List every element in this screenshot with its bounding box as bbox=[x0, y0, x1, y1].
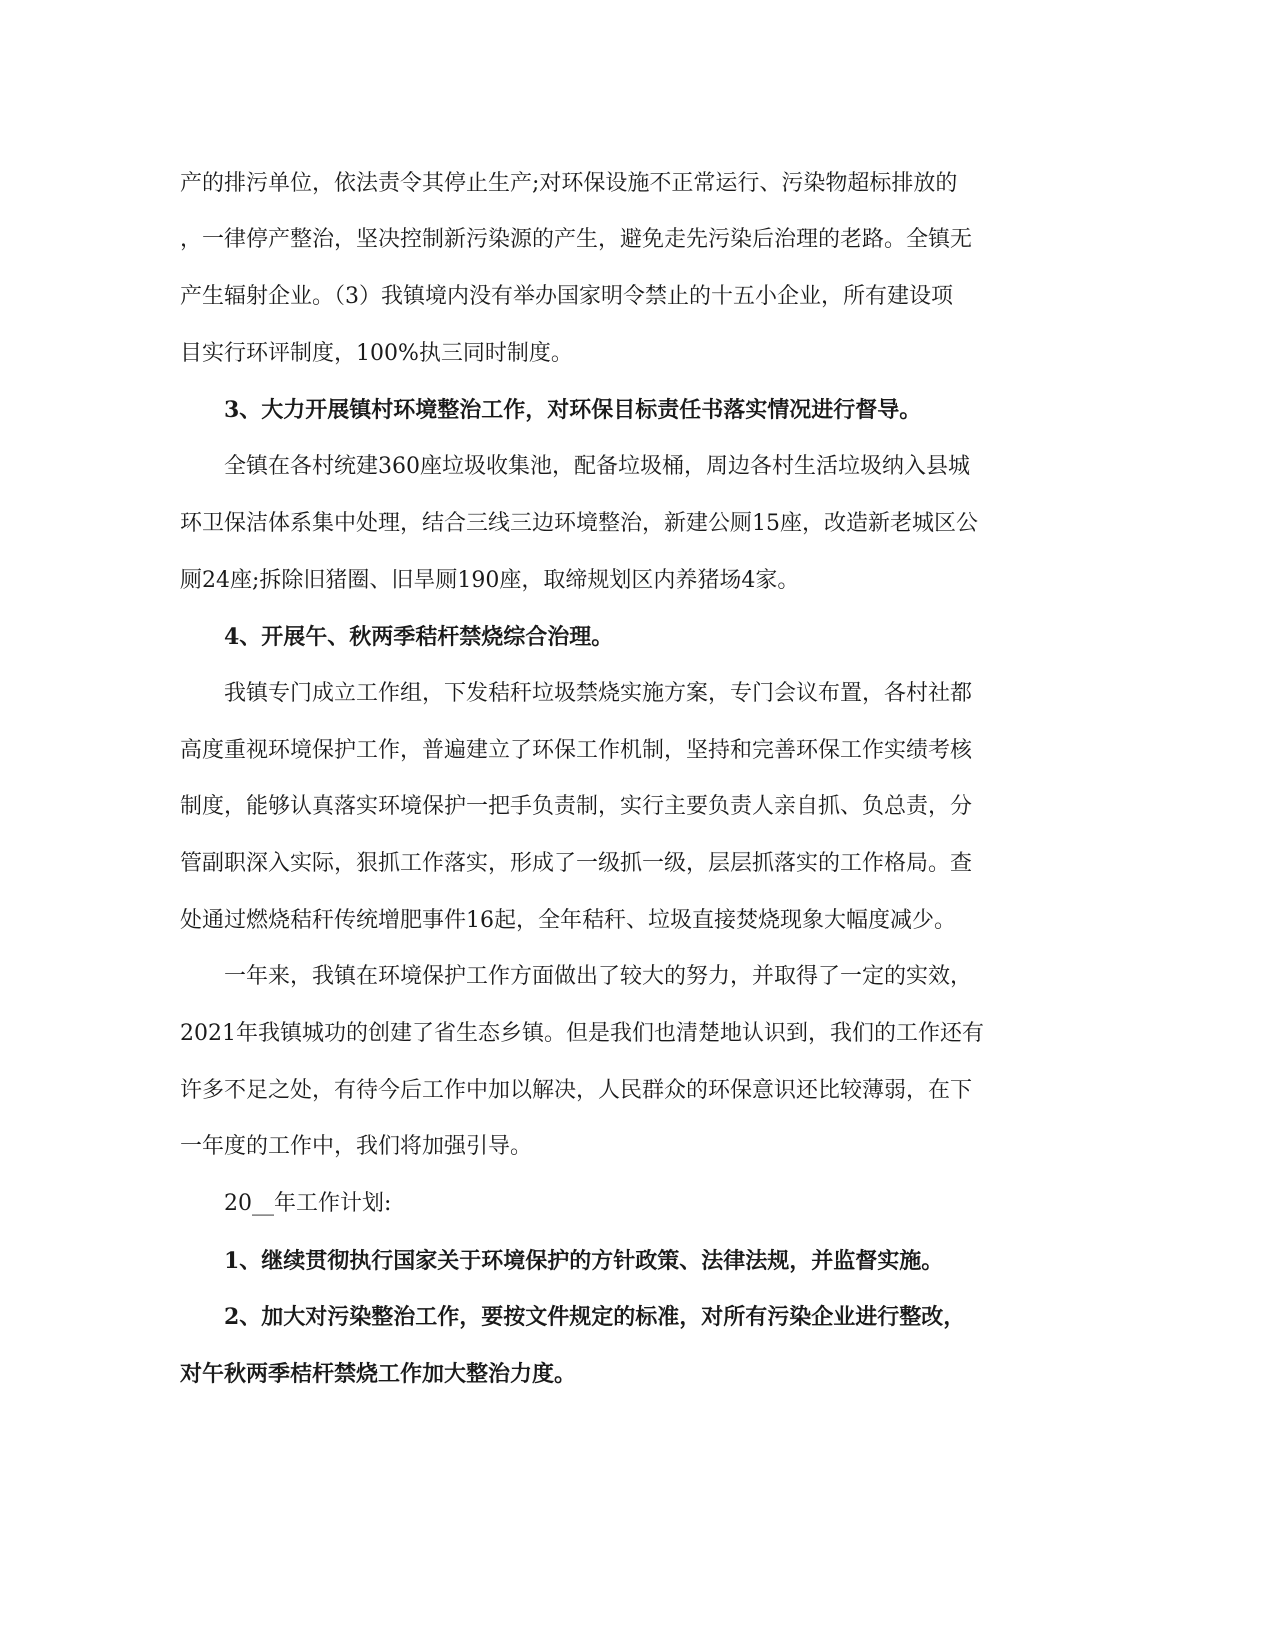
text-line: 高度重视环境保护工作，普遍建立了环保工作机制，坚持和完善环保工作实绩考核 bbox=[180, 738, 973, 763]
plan-item: 1、继续贯彻执行国家关于环境保护的方针政策、法律法规，并监督实施。 bbox=[180, 1248, 944, 1274]
text-line: 2021年我镇城功的创建了省生态乡镇。但是我们也清楚地认识到，我们的工作还有 bbox=[180, 1021, 984, 1046]
text-line: 目实行环评制度，100%执三同时制度。 bbox=[180, 341, 573, 366]
text-line: 一年来，我镇在环境保护工作方面做出了较大的努力，并取得了一定的实效， bbox=[180, 964, 973, 989]
text-line: 20__年工作计划: bbox=[180, 1191, 392, 1216]
text-line: 我镇专门成立工作组，下发秸秆垃圾禁烧实施方案，专门会议布置，各村社都 bbox=[180, 681, 973, 706]
text-line: 管副职深入实际，狠抓工作落实，形成了一级抓一级，层层抓落实的工作格局。查 bbox=[180, 851, 973, 876]
text-line: 环卫保洁体系集中处理，结合三线三边环境整治，新建公厕15座，改造新老城区公 bbox=[180, 511, 978, 536]
text-line: 产的排污单位，依法责令其停止生产;对环保设施不正常运行、污染物超标排放的 bbox=[180, 171, 958, 196]
text-line: 一年度的工作中，我们将加强引导。 bbox=[180, 1134, 533, 1159]
section-heading: 4、开展午、秋两季秸杆禁烧综合治理。 bbox=[180, 624, 614, 650]
text-line: 全镇在各村统建360座垃圾收集池，配备垃圾桶，周边各村生活垃圾纳入县城 bbox=[180, 454, 970, 479]
text-line: 产生辐射企业。（3）我镇境内没有举办国家明令禁止的十五小企业，所有建设项 bbox=[180, 284, 953, 309]
text-line: 处通过燃烧秸秆传统增肥事件16起，全年秸秆、垃圾直接焚烧现象大幅度减少。 bbox=[180, 908, 956, 933]
text-line: 制度，能够认真落实环境保护一把手负责制，实行主要负责人亲自抓、负总责，分 bbox=[180, 794, 973, 819]
text-line: 许多不足之处，有待今后工作中加以解决，人民群众的环保意识还比较薄弱，在下 bbox=[180, 1078, 973, 1103]
plan-item: 2、加大对污染整治工作，要按文件规定的标准，对所有污染企业进行整改， bbox=[180, 1304, 966, 1330]
text-line: 厕24座;拆除旧猪圈、旧旱厕190座，取缔规划区内养猪场4家。 bbox=[180, 568, 800, 593]
text-line: ，一律停产整治，坚决控制新污染源的产生，避免走先污染后治理的老路。全镇无 bbox=[180, 227, 973, 252]
section-heading: 3、大力开展镇村环境整治工作，对环保目标责任书落实情况进行督导。 bbox=[180, 397, 922, 423]
plan-item: 对午秋两季桔杆禁烧工作加大整治力度。 bbox=[180, 1361, 577, 1387]
